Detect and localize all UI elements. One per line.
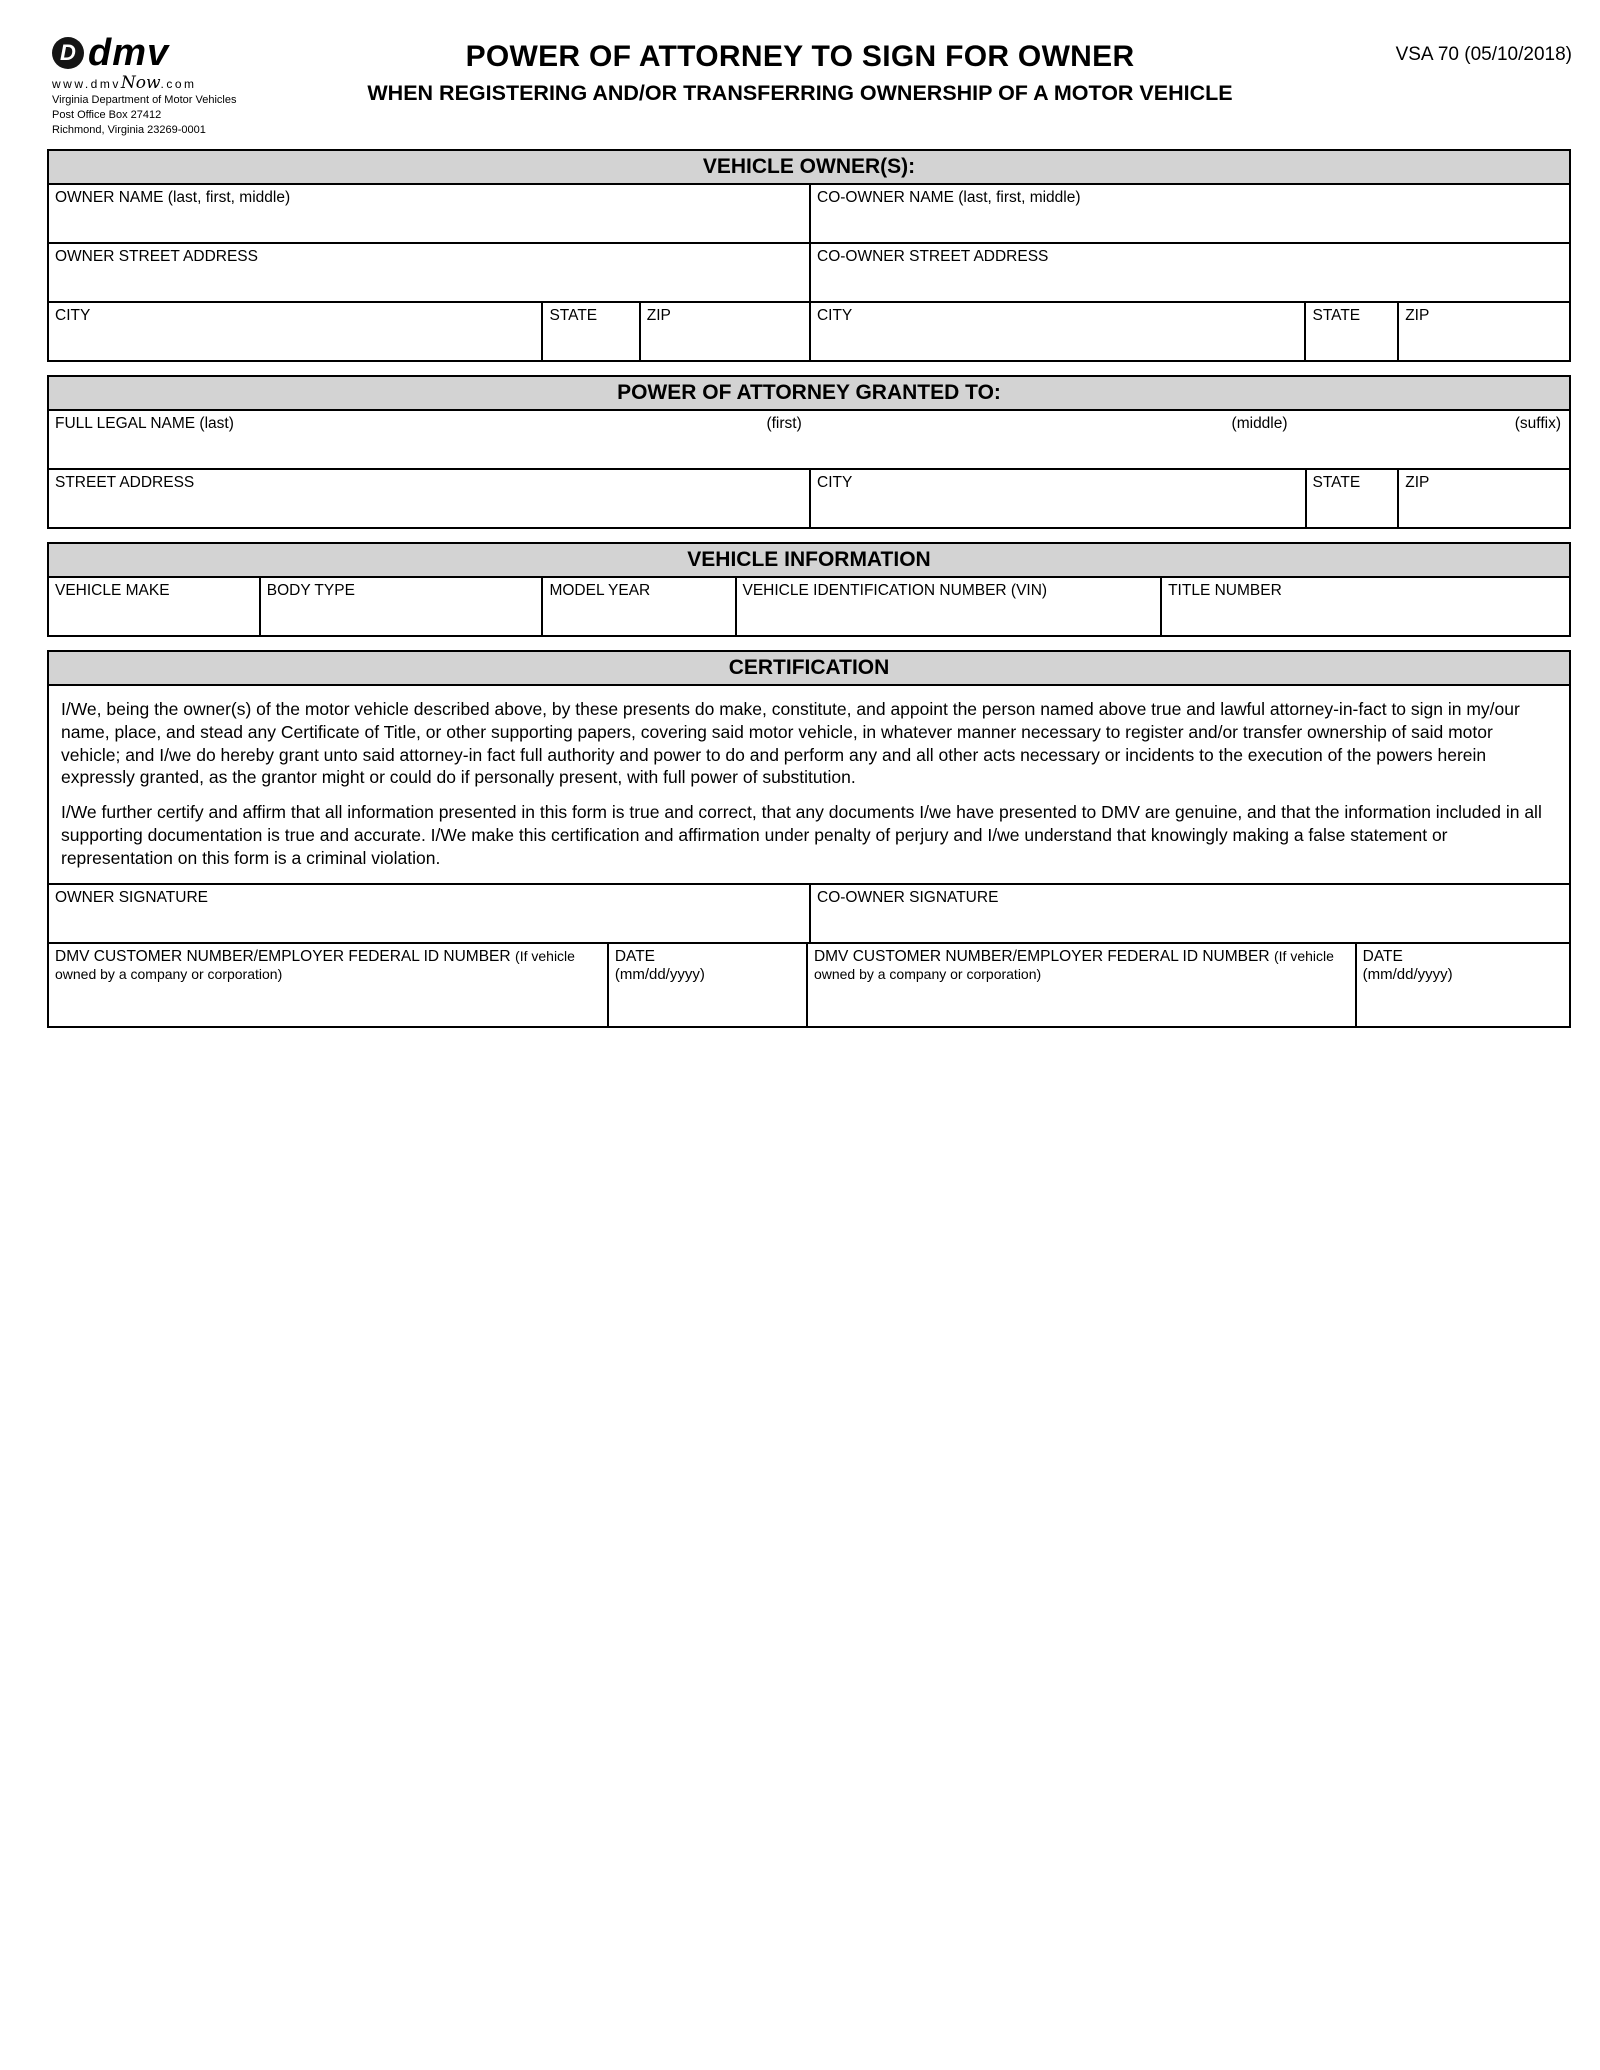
field-co-owner-zip-label: ZIP <box>1405 307 1430 324</box>
section-attorney <box>47 375 1571 529</box>
field-attorney-street-address[interactable] <box>49 470 809 527</box>
field-owner-dmv-customer-number-label: DMV CUSTOMER NUMBER/EMPLOYER FEDERAL ID NUMBER <box>55 948 511 966</box>
field-co-owner-city-label: CITY <box>816 307 853 324</box>
field-model-year-label: MODEL YEAR <box>549 582 651 599</box>
dmv-logo-brand: dmv <box>88 32 170 74</box>
field-attorney-first-label: (first) <box>766 415 802 432</box>
field-co-owner-name[interactable] <box>809 185 1569 242</box>
field-co-owner-state-label: STATE <box>1312 307 1361 324</box>
field-co-owner-dmv-customer-number-label: DMV CUSTOMER NUMBER/EMPLOYER FEDERAL ID NUMBER <box>813 948 1270 966</box>
page-subtitle: WHEN REGISTERING AND/OR TRANSFERRING OWNERSHIP OF A MOTOR VEHICLE <box>367 81 1233 105</box>
section-header-certification: CERTIFICATION <box>47 650 1571 686</box>
field-attorney-zip-label: ZIP <box>1405 474 1430 491</box>
field-co-owner-signature-label: CO-OWNER SIGNATURE <box>817 889 999 907</box>
field-owner-signature[interactable] <box>49 885 809 942</box>
field-attorney-last-label: FULL LEGAL NAME (last) <box>55 415 234 432</box>
field-owner-zip[interactable] <box>639 303 809 360</box>
field-owner-name[interactable] <box>49 185 809 242</box>
dmv-logo <box>52 34 312 137</box>
section-vehicle-information <box>47 542 1571 637</box>
field-title-number-label: TITLE NUMBER <box>1168 582 1282 599</box>
field-co-owner-signature[interactable] <box>809 885 1569 942</box>
field-owner-dmv-customer-number-note: (If vehicle owned by a company or corporation) <box>55 948 575 983</box>
section-header-vehicle-information: VEHICLE INFORMATION <box>47 542 1571 578</box>
field-co-owner-date-note: (mm/dd/yyyy) <box>1362 966 1453 984</box>
form-number: VSA 70 (05/10/2018) <box>1395 44 1572 65</box>
dmv-logo-icon: D <box>52 37 84 69</box>
dmv-city-line: Richmond, Virginia 23269-0001 <box>52 123 206 136</box>
field-title-number[interactable] <box>1160 578 1569 635</box>
field-co-owner-state[interactable] <box>1304 303 1397 360</box>
field-owner-date[interactable] <box>607 944 806 1026</box>
field-co-owner-name-label: CO-OWNER NAME (last, first, middle) <box>817 189 1081 206</box>
field-vehicle-make-label: VEHICLE MAKE <box>55 582 170 599</box>
field-attorney-state-label: STATE <box>1312 474 1361 491</box>
section-certification <box>47 650 1571 1028</box>
field-owner-city-label: CITY <box>55 307 91 324</box>
field-vin[interactable] <box>735 578 1161 635</box>
field-owner-zip-label: ZIP <box>646 307 671 324</box>
field-model-year[interactable] <box>541 578 734 635</box>
field-attorney-full-legal-name[interactable] <box>49 411 1569 468</box>
field-co-owner-date[interactable] <box>1355 944 1569 1026</box>
field-owner-street-label: OWNER STREET ADDRESS <box>55 248 258 265</box>
field-attorney-state[interactable] <box>1305 470 1398 527</box>
certification-paragraph-1: I/We, being the owner(s) of the motor vehicle described above, by these presents do make, constitute, and appoint the person named above true and lawful attorney-in-fact to sign in my/our name, place, and stead any Certificate of Title, or other supporting papers, covering said motor vehicle, in whatever manner necessary to register and/or transfer ownership of said motor vehicle; and I/we do hereby grant unto said attorney-in fact full authority and power to do and perform any and all other acts necessary or incidents to the execution of the powers herein expressly granted, as the grantor might or could do if personally present, with full power of substitution. <box>61 699 1520 788</box>
certification-paragraph-2: I/We further certify and affirm that all information presented in this form is true and correct, that any documents I/we have presented to DMV are genuine, and that the information included in all supporting documentation is true and accurate. I/We make this certification and affirmation under penalty of perjury and I/we understand that knowingly making a false statement or representation on this form is a criminal violation. <box>61 802 1542 868</box>
field-vehicle-make[interactable] <box>49 578 259 635</box>
field-vin-label: VEHICLE IDENTIFICATION NUMBER (VIN) <box>742 582 1048 599</box>
field-co-owner-dmv-customer-number[interactable] <box>806 944 1355 1026</box>
field-owner-name-label: OWNER NAME (last, first, middle) <box>55 189 291 206</box>
form-title-block <box>290 40 1310 106</box>
field-body-type-label: BODY TYPE <box>266 582 355 599</box>
field-co-owner-street-label: CO-OWNER STREET ADDRESS <box>817 248 1049 265</box>
field-co-owner-city[interactable] <box>809 303 1305 360</box>
certification-text <box>49 686 1569 883</box>
field-attorney-suffix-label: (suffix) <box>1514 415 1561 432</box>
field-owner-street-address[interactable] <box>49 244 809 301</box>
field-attorney-middle-label: (middle) <box>1231 415 1288 432</box>
section-header-vehicle-owners: VEHICLE OWNER(S): <box>47 149 1571 185</box>
section-header-attorney: POWER OF ATTORNEY GRANTED TO: <box>47 375 1571 411</box>
form-body <box>47 149 1571 1028</box>
field-owner-date-note: (mm/dd/yyyy) <box>614 966 705 984</box>
dmv-logo-url: www.dmvNow.com <box>52 73 197 93</box>
field-co-owner-street-address[interactable] <box>809 244 1569 301</box>
field-owner-date-label: DATE <box>614 948 656 966</box>
field-attorney-street-label: STREET ADDRESS <box>55 474 195 491</box>
field-attorney-city-label: CITY <box>817 474 853 491</box>
field-attorney-zip[interactable] <box>1397 470 1569 527</box>
page-title: POWER OF ATTORNEY TO SIGN FOR OWNER <box>465 40 1135 73</box>
field-body-type[interactable] <box>259 578 542 635</box>
field-co-owner-dmv-customer-number-note: (If vehicle owned by a company or corporation) <box>813 948 1334 983</box>
field-attorney-city[interactable] <box>809 470 1305 527</box>
field-owner-dmv-customer-number[interactable] <box>49 944 607 1026</box>
field-owner-signature-label: OWNER SIGNATURE <box>55 889 208 907</box>
field-co-owner-zip[interactable] <box>1397 303 1569 360</box>
dmv-pobox-line: Post Office Box 27412 <box>52 108 162 121</box>
field-owner-city[interactable] <box>49 303 541 360</box>
field-owner-state[interactable] <box>541 303 638 360</box>
field-co-owner-date-label: DATE <box>1362 948 1403 966</box>
section-vehicle-owners <box>47 149 1571 362</box>
dmv-dept-line: Virginia Department of Motor Vehicles <box>52 94 237 106</box>
field-owner-state-label: STATE <box>549 307 598 324</box>
